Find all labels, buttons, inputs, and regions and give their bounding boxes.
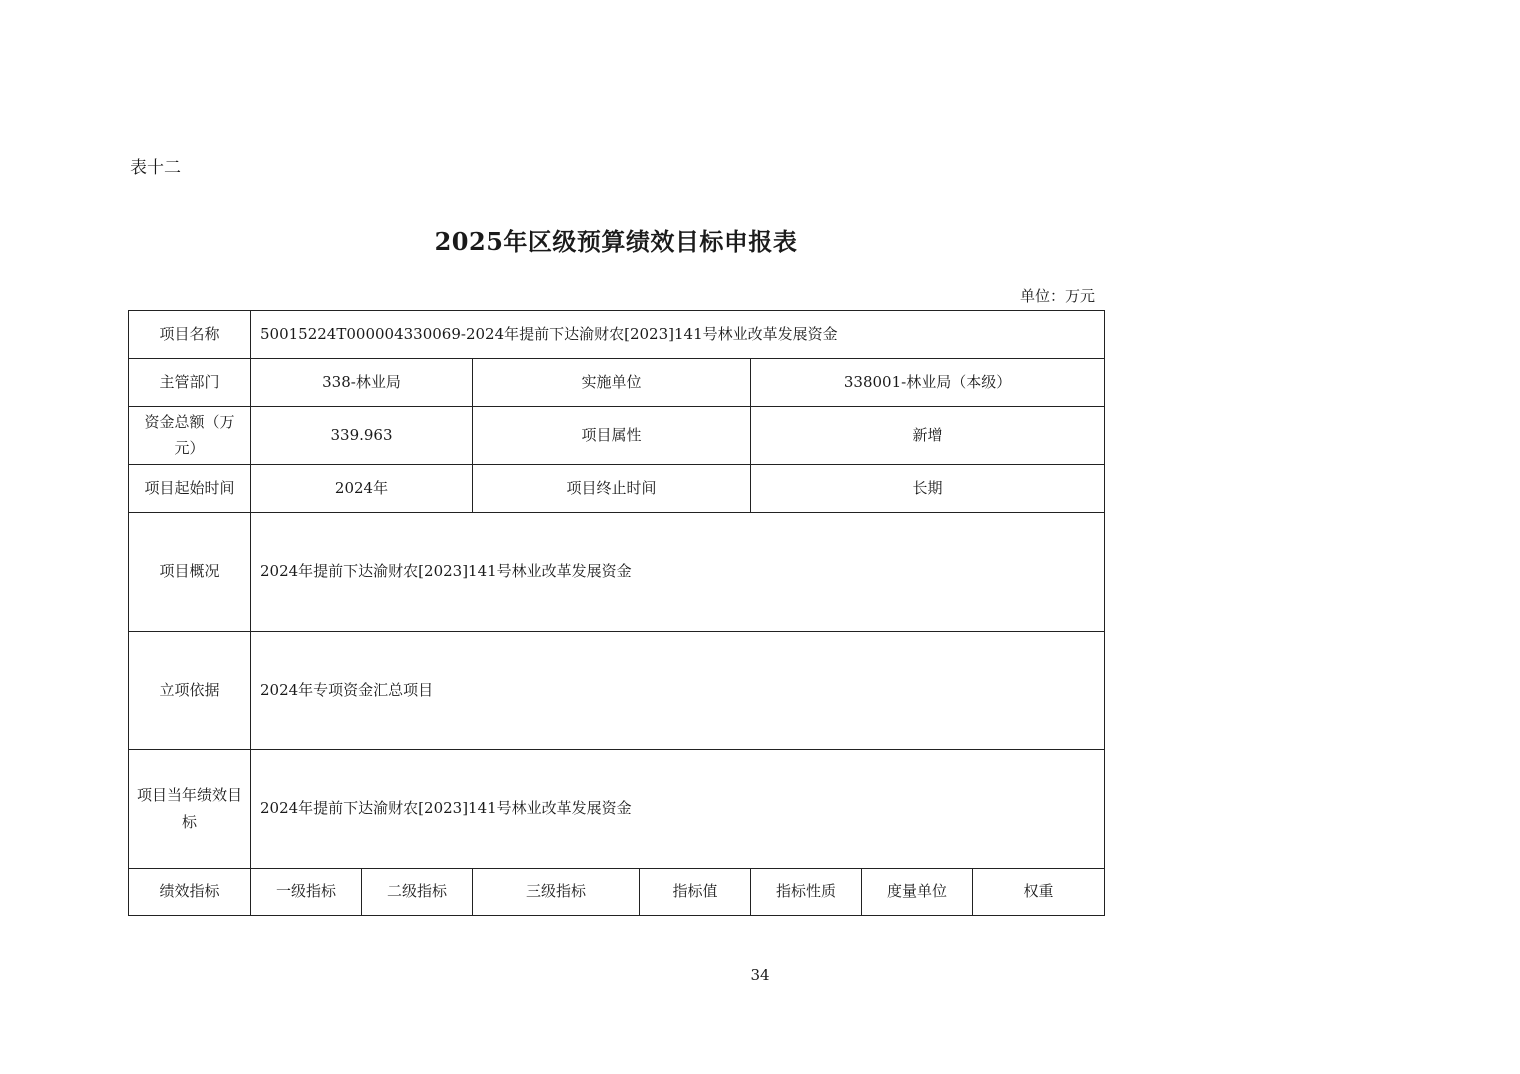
table-label: 表十二 xyxy=(130,158,181,178)
basis-value: 2024年专项资金汇总项目 xyxy=(251,631,1105,749)
indicator-column-header: 一级指标 xyxy=(251,868,362,915)
start-time-value: 2024年 xyxy=(251,464,473,512)
indicator-column-header: 权重 xyxy=(973,868,1105,915)
row-overview xyxy=(129,512,1105,631)
attribute-value: 新增 xyxy=(751,407,1105,465)
row-goal xyxy=(129,749,1105,868)
indicator-column-header: 指标值 xyxy=(640,868,751,915)
attribute-label: 项目属性 xyxy=(473,407,751,465)
project-name-value: 50015224T000004330069-2024年提前下达渝财农[2023]141号林业改革发展资金 xyxy=(251,311,1105,359)
end-time-value: 长期 xyxy=(751,464,1105,512)
overview-label: 项目概况 xyxy=(129,512,251,631)
end-time-label: 项目终止时间 xyxy=(473,464,751,512)
indicators-label: 绩效指标 xyxy=(129,868,251,915)
page-number: 34 xyxy=(750,966,770,984)
indicator-column-header: 三级指标 xyxy=(473,868,640,915)
goal-value: 2024年提前下达渝财农[2023]141号林业改革发展资金 xyxy=(251,749,1105,868)
indicator-column-header: 二级指标 xyxy=(362,868,473,915)
implementer-label: 实施单位 xyxy=(473,359,751,407)
project-name-label: 项目名称 xyxy=(129,311,251,359)
total-funds-value: 339.963 xyxy=(251,407,473,465)
performance-target-form xyxy=(128,310,1105,916)
row-total-funds xyxy=(129,407,1105,465)
goal-label: 项目当年绩效目标 xyxy=(129,749,251,868)
row-department xyxy=(129,359,1105,407)
overview-value: 2024年提前下达渝财农[2023]141号林业改革发展资金 xyxy=(251,512,1105,631)
implementer-value: 338001-林业局（本级） xyxy=(751,359,1105,407)
basis-label: 立项依据 xyxy=(129,631,251,749)
department-label: 主管部门 xyxy=(129,359,251,407)
department-value: 338-林业局 xyxy=(251,359,473,407)
row-project-name xyxy=(129,311,1105,359)
unit-note: 单位：万元 xyxy=(1019,287,1095,305)
document-title: 2025年区级预算绩效目标申报表 xyxy=(434,227,798,256)
indicator-column-header: 指标性质 xyxy=(751,868,862,915)
indicator-column-header: 度量单位 xyxy=(862,868,973,915)
row-indicators xyxy=(129,868,1105,915)
row-basis xyxy=(129,631,1105,749)
start-time-label: 项目起始时间 xyxy=(129,464,251,512)
total-funds-label: 资金总额（万元） xyxy=(129,407,251,465)
row-time xyxy=(129,464,1105,512)
